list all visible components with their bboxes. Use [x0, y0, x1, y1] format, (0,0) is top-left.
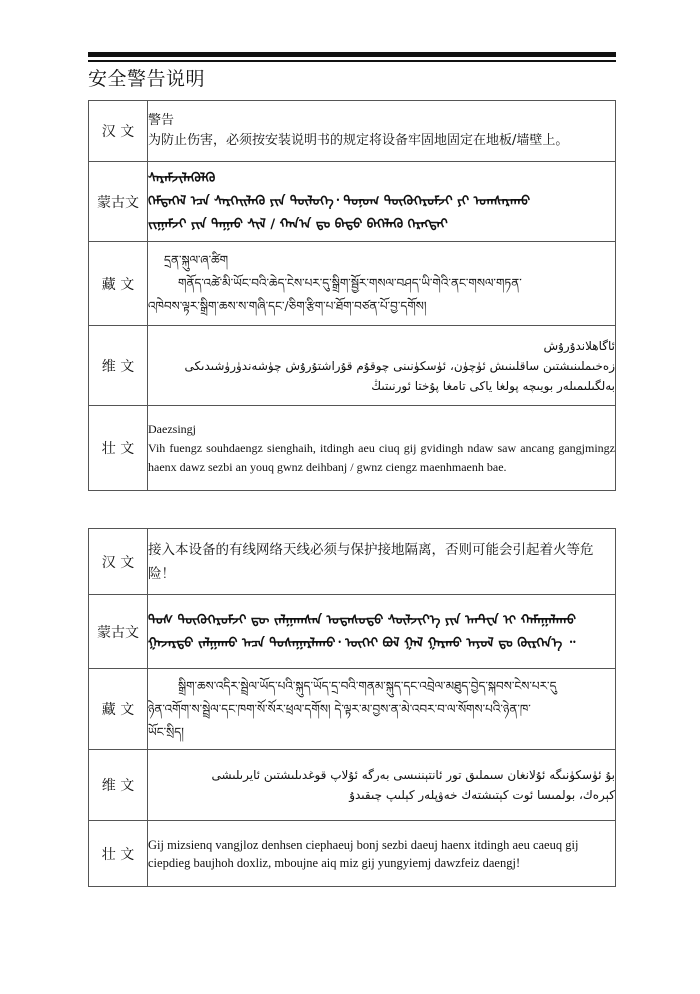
- lang-label-zhuang: 壮 文: [89, 406, 148, 491]
- warning2-uyghur-line2: كېرەك، بولمىسا ئوت كېتىشتەك خەۋپلەر كېلىپ چىقىدۇ: [349, 788, 615, 802]
- warning1-mongol-line3: ᠵᠢᠭᠠᠮᠵᠢ ᠶᠢᠨ ᠳᠠᠭᠠᠤ ᠰᠢᠯ / ᠬᠠᠨ᠎ᠠ ᠳᠤ ᠪᠠᠲᠤ ᠪᠡᠬᠡᠯᠡᠬᠦ ᠬᠡᠷᠡᠭᠲᠡᠢ: [148, 217, 448, 232]
- warning2-tibetan-line3: ཡོང་སྲིད།: [148, 724, 184, 739]
- warning1-tibetan-heading: དྲན་སྐུལ་ཞ་ཚིག: [164, 253, 229, 267]
- warning1-tibetan-cell: [148, 242, 616, 326]
- lang-label-han: 汉 文: [89, 101, 148, 162]
- warning2-zhuang-cell: [148, 821, 616, 887]
- warning1-mongol-line1: ᠰᠡᠷᠡᠮᠵᠢᠯᠡᠭᠦᠯᠬᠦ: [148, 171, 216, 186]
- warning1-han-heading: 警告: [148, 113, 175, 128]
- warning2-mongol-line1: ᠲᠤᠰ ᠲᠥᠬᠥᠭᠡᠷᠦᠮᠵᠢ ᠳᠦ ᠵᠠᠯᠭᠠᠭᠰᠠᠨ ᠤᠲᠠᠰᠤᠲᠤ ᠰᠦᠯᠵᠢᠶ᠎ᠡ ᠶᠢᠨ ᠠᠨᠲ᠋ᠸᠨ ᠢ ᠬᠠᠮᠠᠭᠠᠯᠠᠬᠤ: [148, 612, 577, 628]
- row-zhuang: [89, 406, 616, 491]
- warning1-uyghur-cell: [148, 326, 616, 406]
- warning1-han-text: 为防止伤害，必须按安装说明书的规定将设备牢固地固定在地板/墙壁上。: [148, 133, 569, 148]
- row-zhuang: [89, 821, 616, 887]
- lang-label-tibetan: 藏 文: [89, 242, 148, 326]
- warning2-tibetan-line2: ཉེན་འགོག་ས་སྦྲེལ་དང་ཁག་སོ་སོར་ཕྲལ་དགོས། དེ་ལྟར་མ་བྱས་ན་མེ་འབར་བ་ལ་སོགས་པའི་ཉེན་ཁ་: [148, 701, 531, 716]
- lang-label-han: 汉 文: [89, 529, 148, 595]
- row-uyghur: [89, 750, 616, 821]
- warning-table-2: [88, 528, 616, 887]
- lang-label-mongol: 蒙古文: [89, 162, 148, 242]
- warning1-mongol-cell: [148, 162, 616, 242]
- warning1-zhuang-cell: [148, 406, 616, 491]
- warning1-zhuang-heading: Daezsingj: [148, 421, 196, 436]
- lang-label-uyghur: 维 文: [89, 750, 148, 821]
- warning2-tibetan-cell: [148, 669, 616, 750]
- warning1-mongol-line2: ᠭᠡᠮᠲᠡᠭᠡᠯ ᠡᠴᠡ ᠰᠡᠷᠭᠡᠢᠯᠡᠬᠦ ᠶᠢᠨ ᠲᠥᠯᠥᠭᠡ᠂ ᠲᠣᠨᠣᠭ ᠲᠥᠬᠥᠭᠡᠷᠦᠮᠵᠢ ᠶᠢ ᠤᠭᠰᠠᠷᠠᠬᠤ: [148, 194, 531, 209]
- row-mongol: [89, 595, 616, 669]
- top-rule-thick: [88, 52, 616, 57]
- row-tibetan: [89, 669, 616, 750]
- warning1-han-cell: [148, 101, 616, 162]
- warning1-tibetan-line2: འཁེབས་ལྟར་སྒྲིག་ཆས་ས་གཞི་དང་/ཅིག་རྩིག་པ་ཐོག་བཙན་པོ་བྱ་དགོས།: [148, 299, 427, 313]
- warning2-mongol-cell: [148, 595, 616, 669]
- warning2-tibetan-line1: སྒྲིག་ཆས་འདིར་སྦྲེལ་ཡོད་པའི་སྐུད་ཡོད་དྲ་བའི་གནམ་སྐུད་དང་འབྲེལ་མཐུད་བྱེད་སྐབས་ངེས་པར་དུ: [178, 678, 557, 693]
- warning1-uyghur-line2: بەلگىلىمىلەر بويىچە پولغا ياكى تامغا پۇختا ئورنىتىڭ: [371, 378, 615, 393]
- lang-label-tibetan: 藏 文: [89, 669, 148, 750]
- warning-table-1: [88, 100, 616, 491]
- warning2-zhuang-text: Gij mizsienq vangjloz denhsen ciephaeuj bonj sezbi daeuj haenx itdingh aeu caeuq gij ciepdieg baujhoh doxliz, mboujne aiq miz gij yungyiemj dawzfeiz daengj!: [148, 837, 579, 870]
- warning2-uyghur-cell: [148, 750, 616, 821]
- page-title: 安全警告说明: [88, 68, 206, 90]
- warning1-tibetan-line1: གནོད་འཚེ་མི་ཡོང་བའི་ཆེད་ངེས་པར་དུ་སྒྲིག་སྦྱོར་གསལ་བཤད་ཡི་གེའི་ནང་གསལ་གཏན་: [178, 276, 522, 290]
- row-tibetan: [89, 242, 616, 326]
- lang-label-zhuang: 壮 文: [89, 821, 148, 887]
- lang-label-mongol: 蒙古文: [89, 595, 148, 669]
- warning1-uyghur-line1: زەخىملىنىشتىن ساقلىنىش ئۈچۈن، ئۈسكۈنىنى چوقۇم قۇراشتۇرۇش چۈشەندۈرۈشىدىكى: [184, 358, 615, 373]
- warning1-zhuang-text: Vih fuengz souhdaengz sienghaih, itdingh aeu ciuq gij gvidingh ndaw saw ancang gangjmingz haenx dawz sezbi an youq gwnz deihbanj / gwnz ciengz maenhmaenh bae.: [148, 440, 615, 474]
- warning2-uyghur-line1: بۇ ئۈسكۈنىگە ئۇلانغان سىملىق تور ئانتېننىسى بەرگە ئۇلاپ قوغدىلىشتىن ئايرىلىشى: [211, 768, 615, 782]
- row-han: [89, 101, 616, 162]
- warning2-mongol-line2: ᠭᠠᠵᠠᠷᠳᠤ ᠵᠠᠯᠭᠠᠬᠤ ᠠᠴᠠ ᠲᠤᠰᠠᠭᠠᠷᠯᠠᠬᠤ᠂ ᠦᠭᠡᠢ ᠪᠣᠯ ᠭᠠᠯ ᠭᠠᠷᠬᠤ ᠠᠶᠤᠯ ᠳᠤ ᠬᠦᠷᠭᠡᠨ᠎ᠡ ᠃: [148, 635, 576, 651]
- warning2-han-text: 接入本设备的有线网络天线必须与保护接地隔离，否则可能会引起着火等危险！: [148, 541, 594, 582]
- row-uyghur: [89, 326, 616, 406]
- warning1-uyghur-heading: ئاگاھلاندۇرۇش: [543, 338, 615, 353]
- row-mongol: [89, 162, 616, 242]
- row-han: [89, 529, 616, 595]
- warning2-han-cell: [148, 529, 616, 595]
- lang-label-uyghur: 维 文: [89, 326, 148, 406]
- top-rule-thin: [88, 60, 616, 62]
